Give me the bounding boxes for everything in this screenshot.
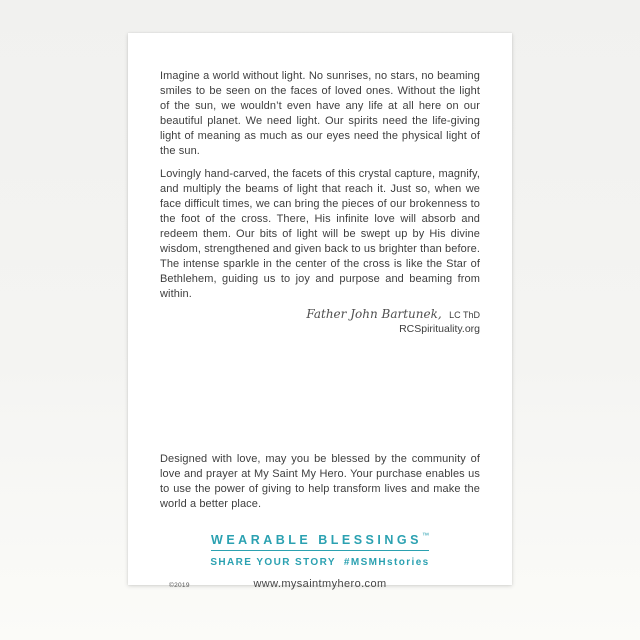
blessing-paragraph: Designed with love, may you be blessed by the community of love and prayer at My Saint My Hero. Your purchase enables us to use the power of giving to help transform lives and make the world a better place. — [160, 453, 480, 510]
copyright-notice: ©2019 — [169, 582, 190, 589]
brand-block — [160, 531, 480, 569]
wordmark-text: WEARABLE BLESSINGS — [211, 533, 422, 547]
share-your-story-line — [160, 557, 480, 569]
signature-name: Father John Bartunek, — [306, 307, 442, 321]
intro-paragraph: Imagine a world without light. No sunrises, no stars, no beaming smiles to be seen on the faces of loved ones. Without the light of the sun, we wouldn’t even have any life at all here on our beautiful planet. We need light. Our spirits need the life-giving light of meaning as much as our eyes need the physical light of the sun. — [160, 70, 480, 157]
website-url: www.mysaintmyhero.com — [253, 578, 387, 590]
card-content — [128, 33, 512, 591]
share-label: SHARE YOUR STORY — [210, 557, 336, 568]
hashtag: #MSMHstories — [343, 557, 430, 568]
author-signature — [160, 306, 480, 336]
prayer-card — [128, 33, 512, 590]
signature-organization: RCSpirituality.org — [399, 323, 480, 335]
trademark-symbol: ™ — [421, 532, 429, 540]
legal-row — [160, 576, 480, 591]
crystal-paragraph: Lovingly hand-carved, the facets of this crystal capture, magnify, and multiply the beams of light that reach it. Just so, when we face difficult times, we can bring the pieces of our brokenness to the foot of the cross. There, His infinite love will absorb and redeem them. Our bits of light will be swept up by His divine wisdom, strengthened and given back to us brighter than before. The intense sparkle in the center of the cross is like the Star of Bethlehem, guiding us to joy and purpose and beaming from within. — [160, 168, 480, 300]
signature-line — [160, 306, 480, 323]
wearable-blessings-wordmark — [211, 532, 429, 551]
signature-credentials: LC ThD — [449, 310, 480, 320]
